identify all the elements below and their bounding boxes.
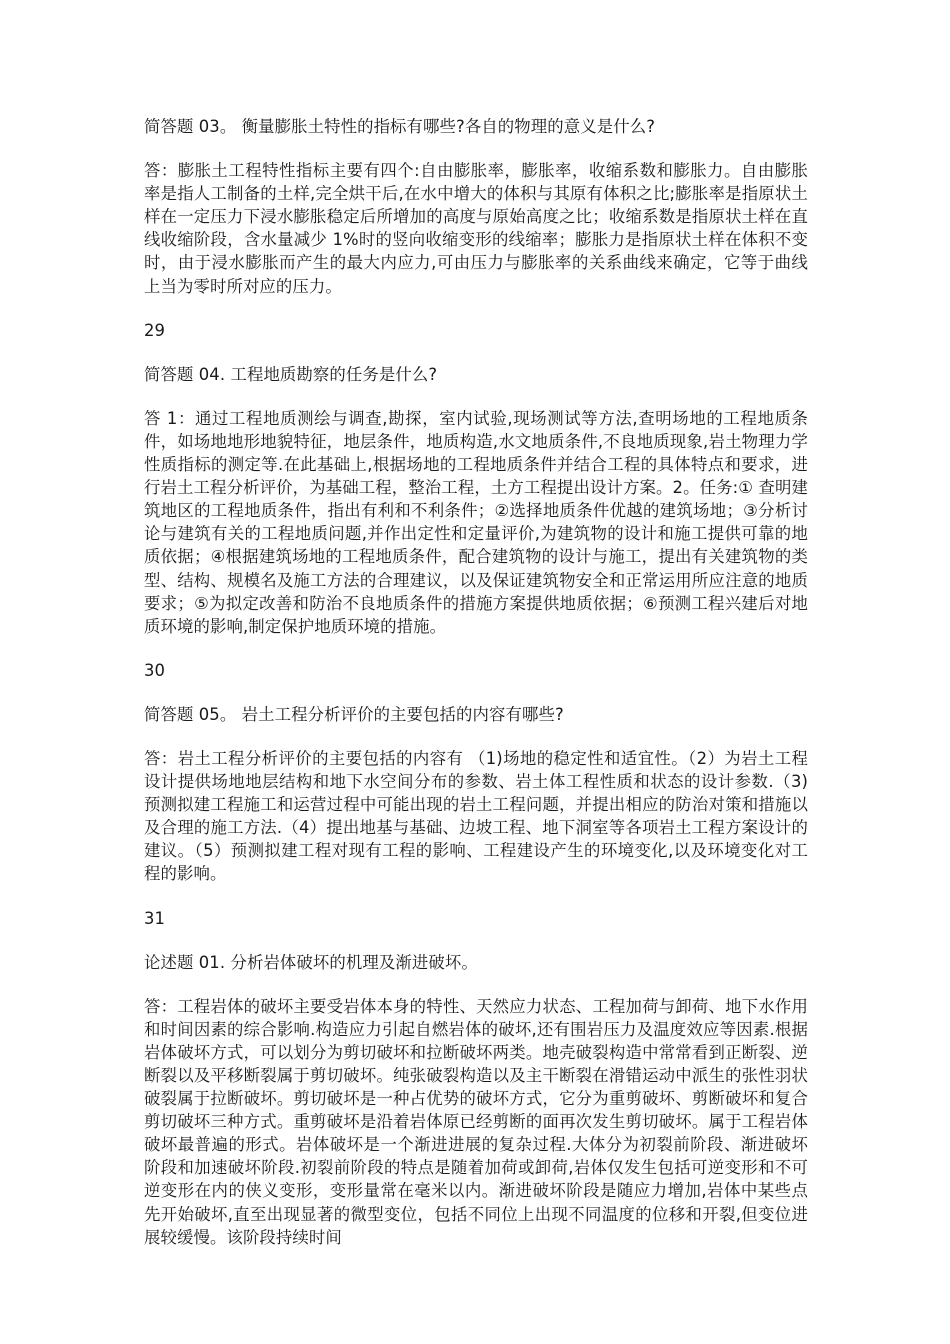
question-05-heading: 简答题 05。 岩土工程分析评价的主要包括的内容有哪些? xyxy=(144,704,564,724)
answer-05-text: 答：岩土工程分析评价的主要包括的内容有 （1)场地的稳定性和适宜性。（2）为岩土工程设计提供场地地层结构和地下水空间分布的参数、岩土体工程性质和状态的设计参数.（3)预测拟建工程施工和运营过程中可能出现的岩土工程问题，并提出相应的防治对策和措施以及合理的施工方法.（4）提出地基与基础、边坡工程、地下洞室等各项岩土工程方案设计的建议。（5）预测拟建工程对现有工程的影响、工程建设产生的环境变化,以及环境变化对工程的影响。 xyxy=(144,748,808,884)
essay-01-answer-text: 答：工程岩体的破坏主要受岩体本身的特性、天然应力状态、工程加荷与卸荷、地下水作用和时间因素的综合影响.构造应力引起自燃岩体的破坏,还有围岩压力及温度效应等因素.根据岩体破坏方式，可以划分为剪切破坏和拉断破坏两类。地壳破裂构造中常常看到正断裂、逆断裂以及平移断裂属于剪切破坏。纯张破裂构造以及主干断裂在滑错运动中派生的张性羽状破裂属于拉断破坏。剪切破坏是一种占优势的破坏方式，它分为重剪破坏、剪断破坏和复合剪切破坏三种方式。重剪破坏是沿着岩体原已经剪断的面再次发生剪切破坏。属于工程岩体破坏最普遍的形式。岩体破坏是一个渐进进展的复杂过程.大体分为初裂前阶段、渐进破坏阶段和加速破坏阶段.初裂前阶段的特点是随着加荷或卸荷,岩体仅发生包括可逆变形和不可逆变形在内的侠义变形，变形量常在毫米以内。渐进破坏阶段是随应力增加,岩体中某些点先开始破坏,直至出现显著的微型变位，包括不同位上出现不同温度的位移和开裂,但变位进展较缓慢。该阶段持续时间 xyxy=(144,996,808,1247)
essay-01-heading: 论述题 01. 分析岩体破坏的机理及渐进破坏。 xyxy=(144,952,478,972)
page-number-30: 30 xyxy=(144,660,166,680)
page-number-31: 31 xyxy=(144,908,166,928)
page-number-29: 29 xyxy=(144,320,166,340)
question-04-heading: 简答题 04. 工程地质勘察的任务是什么? xyxy=(144,364,438,384)
answer-04-text: 答 1：通过工程地质测绘与调查,勘探，室内试验,现场测试等方法,查明场地的工程地质条件，如场地地形地貌特征，地层条件，地质构造,水文地质条件,不良地质现象,岩土物理力学性质指标的测定等.在此基础上,根据场地的工程地质条件并结合工程的具体特点和要求，进行岩土工程分析评价，为基础工程，整治工程，土方工程提出设计方案。2。任务:① 查明建筑地区的工程地质条件，指出有利和不利条件；②选择地质条件优越的建筑场地；③分析讨论与建筑有关的工程地质问题,并作出定性和定量评价,为建筑物的设计和施工提供可靠的地质依据；④根据建筑场地的工程地质条件，配合建筑物的设计与施工，提出有关建筑物的类型、结构、规模名及施工方法的合理建议，以及保证建筑物安全和正常运用所应注意的地质要求；⑤为拟定改善和防治不良地质条件的措施方案提供地质依据；⑥预测工程兴建后对地质环境的影响,制定保护地质环境的措施。 xyxy=(144,408,808,636)
question-03-heading: 简答题 03。 衡量膨胀土特性的指标有哪些?各自的物理的意义是什么? xyxy=(144,117,656,136)
answer-03-text: 答：膨胀土工程特性指标主要有四个:自由膨胀率，膨胀率，收缩系数和膨胀力。自由膨胀率是指人工制备的土样,完全烘干后,在水中增大的体积与其原有体积之比;膨胀率是指原状土样在一定压力下浸水膨胀稳定后所增加的高度与原始高度之比；收缩系数是指原状土样在直线收缩阶段，含水量减少 1%时的竖向收缩变形的线缩率；膨胀力是指原状土样在体积不变时，由于浸水膨胀而产生的最大内应力,可由压力与膨胀率的关系曲线来确定，它等于曲线上当为零时所对应的压力。 xyxy=(144,161,808,296)
document-page xyxy=(144,115,808,1270)
